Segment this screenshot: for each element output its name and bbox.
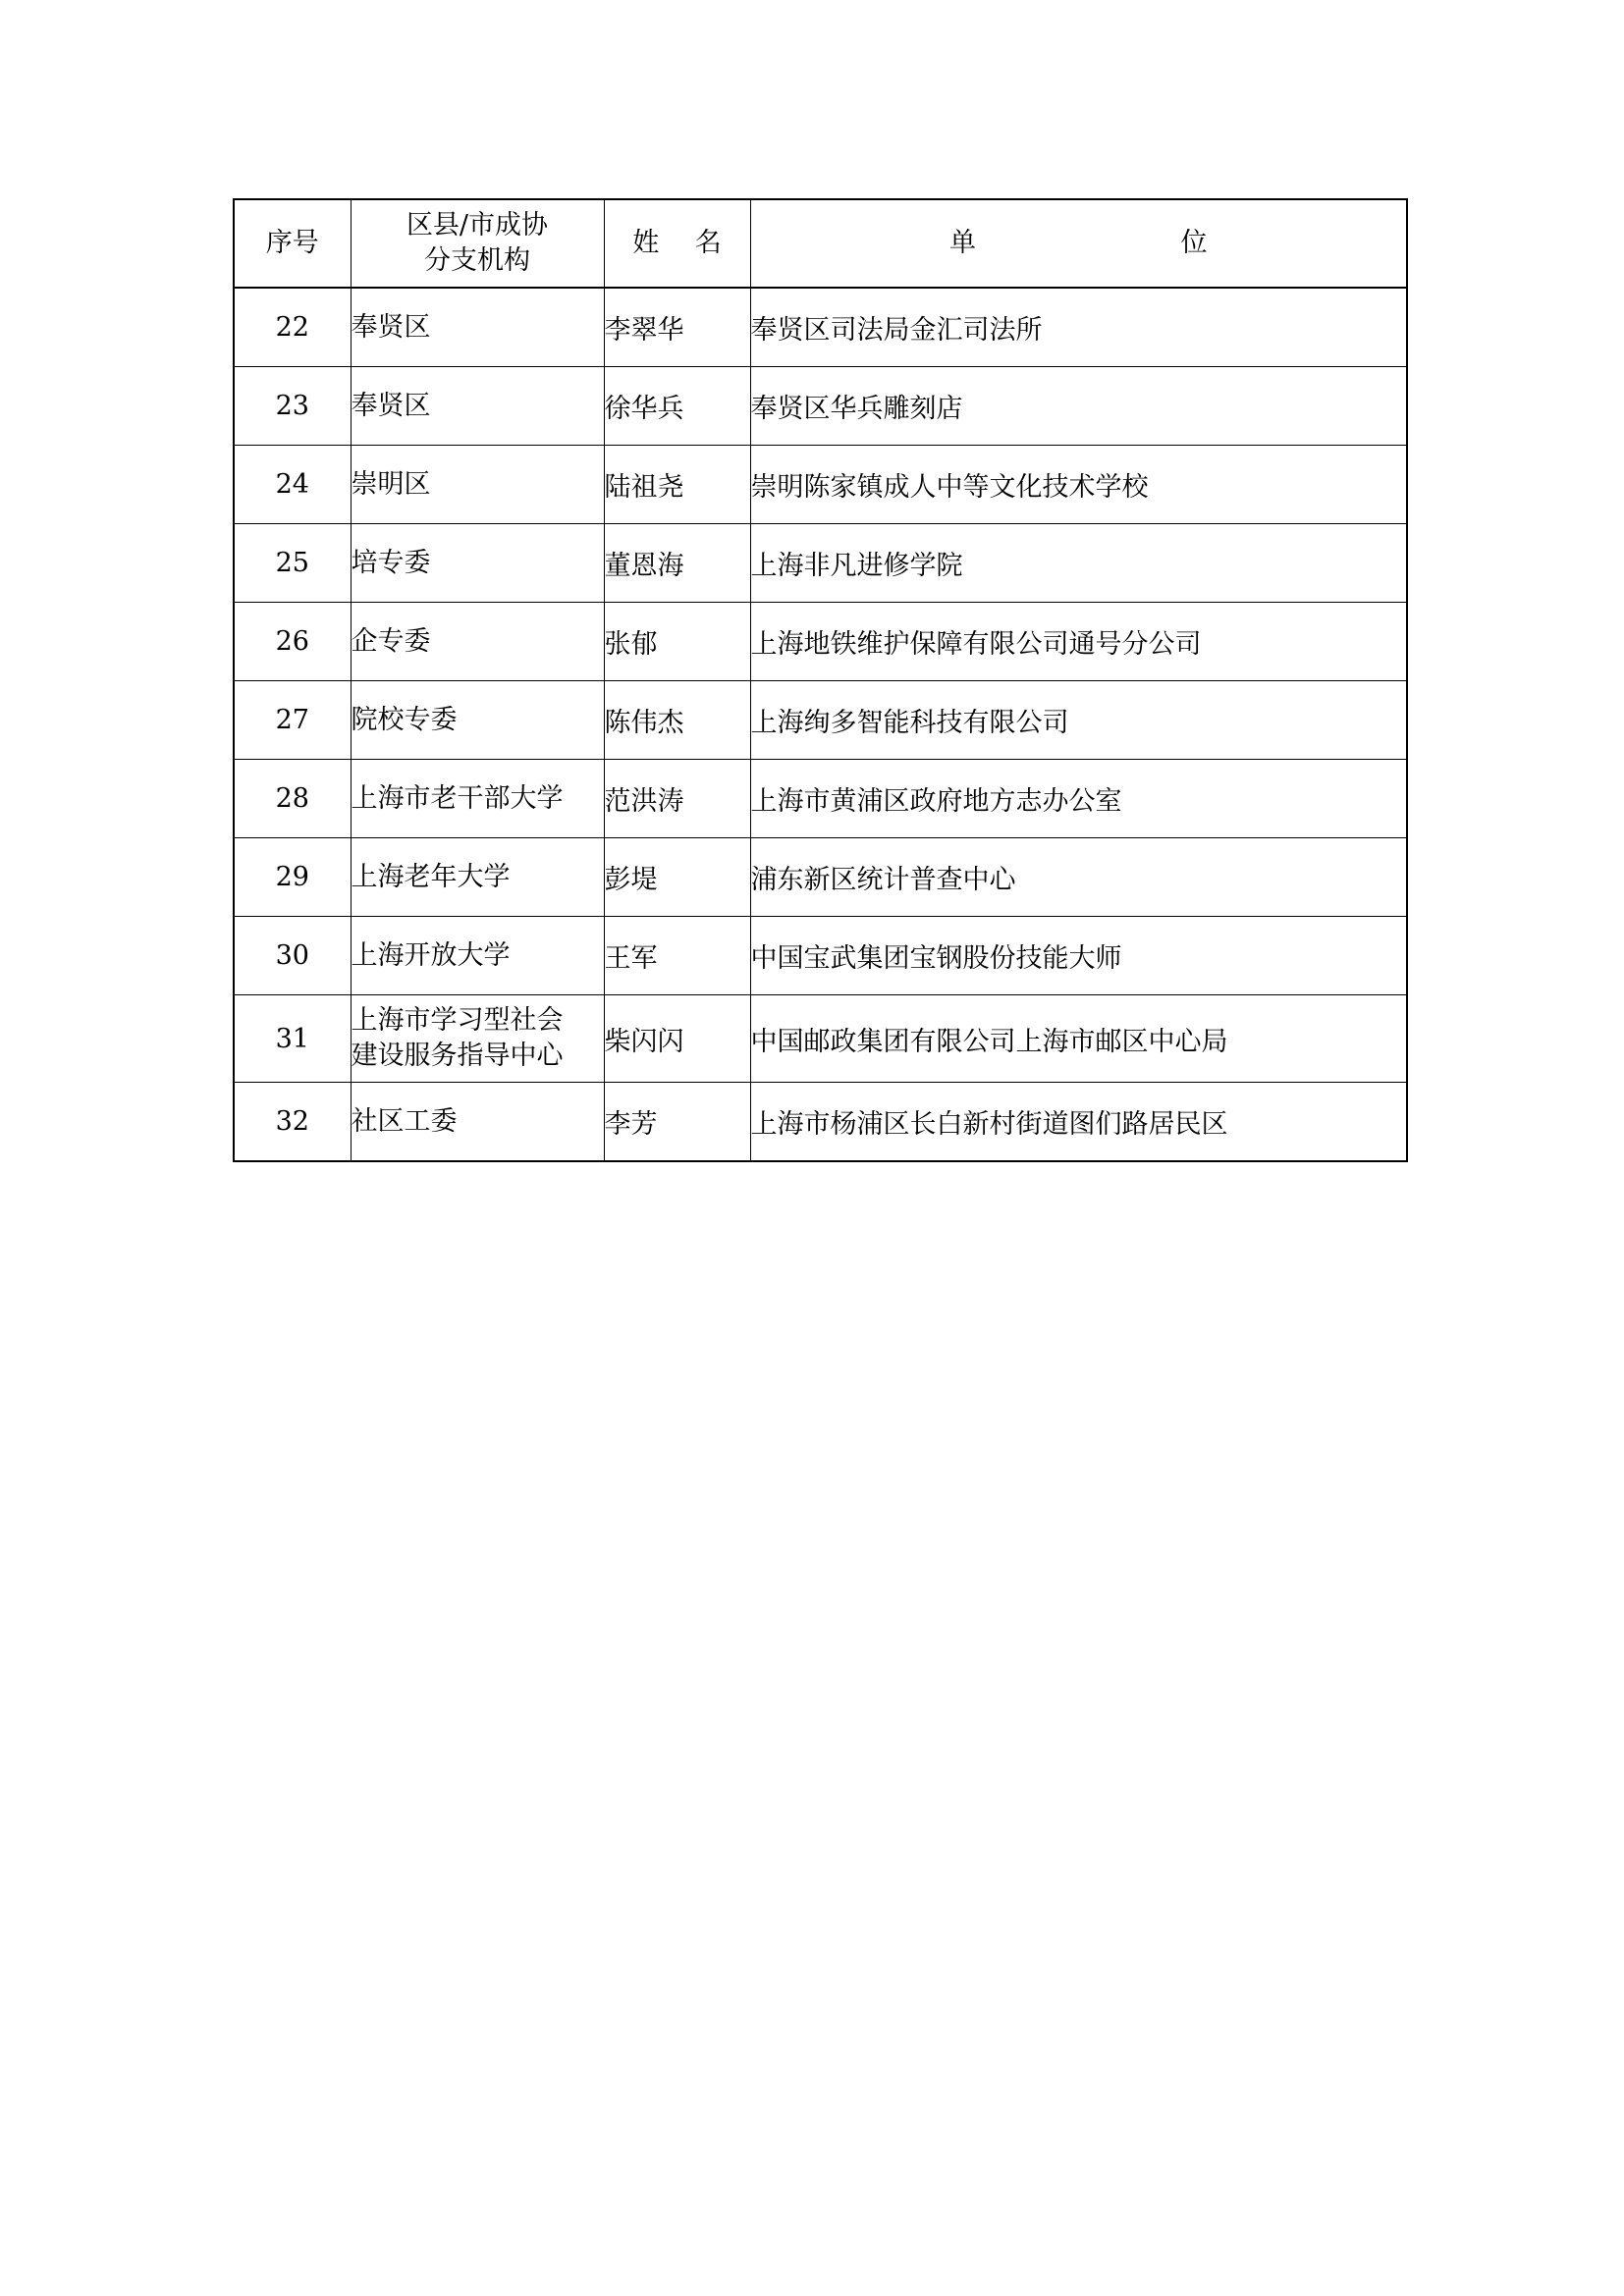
cell-district: 崇明区 [351, 446, 604, 524]
cell-seq: 27 [234, 681, 351, 760]
cell-district-line2: 建设服务指导中心 [351, 1041, 564, 1071]
cell-unit: 上海绚多智能科技有限公司 [750, 681, 1407, 760]
header-row [234, 199, 1407, 288]
cell-district-line1: 上海市学习型社会 [351, 1005, 564, 1036]
cell-unit: 上海市黄浦区政府地方志办公室 [750, 760, 1407, 838]
roster-table [233, 198, 1408, 1162]
table-row [234, 603, 1407, 681]
table-row [234, 838, 1407, 917]
header-name-label: 姓 名 [632, 228, 735, 258]
header-unit-label: 单 位 [948, 228, 1306, 258]
cell-district: 上海老年大学 [351, 838, 604, 917]
cell-district: 上海市老干部大学 [351, 760, 604, 838]
cell-district: 院校专委 [351, 681, 604, 760]
cell-seq: 23 [234, 367, 351, 446]
cell-name: 陆祖尧 [604, 446, 750, 524]
table-body [234, 288, 1407, 1161]
table-row [234, 917, 1407, 995]
cell-name: 彭堤 [604, 838, 750, 917]
cell-district: 培专委 [351, 524, 604, 603]
cell-name: 张郁 [604, 603, 750, 681]
table-row [234, 995, 1407, 1083]
cell-unit: 中国邮政集团有限公司上海市邮区中心局 [750, 995, 1407, 1083]
cell-unit: 奉贤区司法局金汇司法所 [750, 288, 1407, 367]
cell-seq: 22 [234, 288, 351, 367]
table-row [234, 760, 1407, 838]
header-unit [750, 199, 1407, 288]
cell-district: 上海开放大学 [351, 917, 604, 995]
cell-seq: 29 [234, 838, 351, 917]
cell-name: 王军 [604, 917, 750, 995]
header-district [351, 199, 604, 288]
cell-unit: 崇明陈家镇成人中等文化技术学校 [750, 446, 1407, 524]
cell-seq: 25 [234, 524, 351, 603]
cell-unit: 奉贤区华兵雕刻店 [750, 367, 1407, 446]
table-header [234, 199, 1407, 288]
header-district-line1: 区县/市成协 [406, 210, 549, 240]
table-row [234, 1083, 1407, 1162]
cell-seq: 31 [234, 995, 351, 1083]
cell-name: 范洪涛 [604, 760, 750, 838]
cell-seq: 30 [234, 917, 351, 995]
cell-name: 董恩海 [604, 524, 750, 603]
table-row [234, 288, 1407, 367]
table-row [234, 367, 1407, 446]
table-row [234, 446, 1407, 524]
cell-unit: 上海市杨浦区长白新村街道图们路居民区 [750, 1083, 1407, 1162]
cell-unit: 浦东新区统计普查中心 [750, 838, 1407, 917]
cell-seq: 26 [234, 603, 351, 681]
cell-seq: 28 [234, 760, 351, 838]
cell-name: 陈伟杰 [604, 681, 750, 760]
cell-seq: 24 [234, 446, 351, 524]
cell-name: 柴闪闪 [604, 995, 750, 1083]
cell-district: 奉贤区 [351, 288, 604, 367]
cell-district: 奉贤区 [351, 367, 604, 446]
cell-district: 社区工委 [351, 1083, 604, 1162]
cell-name: 徐华兵 [604, 367, 750, 446]
cell-name: 李芳 [604, 1083, 750, 1162]
header-seq: 序号 [234, 199, 351, 288]
cell-seq: 32 [234, 1083, 351, 1162]
table-row [234, 524, 1407, 603]
cell-name: 李翠华 [604, 288, 750, 367]
table-row [234, 681, 1407, 760]
cell-unit: 上海非凡进修学院 [750, 524, 1407, 603]
cell-district: 企专委 [351, 603, 604, 681]
cell-unit: 上海地铁维护保障有限公司通号分公司 [750, 603, 1407, 681]
header-name [604, 199, 750, 288]
header-district-line2: 分支机构 [424, 245, 530, 276]
cell-district [351, 995, 604, 1083]
cell-unit: 中国宝武集团宝钢股份技能大师 [750, 917, 1407, 995]
